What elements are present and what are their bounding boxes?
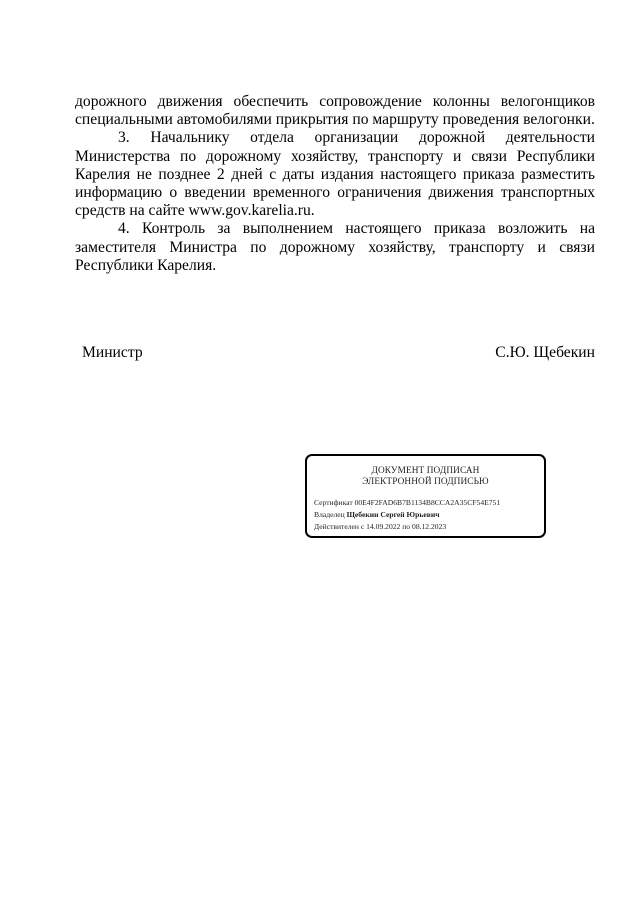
stamp-details <box>314 497 540 534</box>
valid-label: Действителен <box>314 522 359 532</box>
valid-from-date: 14.09.2022 <box>366 522 401 532</box>
stamp-title-line-2: ЭЛЕКТРОННОЙ ПОДПИСЬЮ <box>362 477 489 487</box>
paragraph-continuation: дорожного движения обеспечить сопровождение колонны велогонщиков специальными автомобилями прикрытия по маршруту проведения велогонки. <box>75 93 595 129</box>
owner-value: Щебекин Сергей Юрьевич <box>346 510 440 520</box>
valid-to-date: 08.12.2023 <box>412 522 447 532</box>
stamp-certificate-line <box>314 497 540 509</box>
certificate-value: 00E4F2FAD6B7B1134B8CCA2A35CF54E751 <box>354 498 501 507</box>
order-text <box>75 93 595 275</box>
signatory-position: Министр <box>82 344 143 361</box>
valid-from-word: с <box>360 522 365 532</box>
paragraph-item-3: 3. Начальнику отдела организации дорожной деятельности Министерства по дорожному хозяйству, транспорту и связи Республики Карелия не позднее 2 дней с даты издания настоящего приказа разместить информацию о введении временного ограничения движения транспортных средств на сайте www.gov.karelia.ru. <box>75 129 595 220</box>
valid-to-word: по <box>402 522 411 532</box>
paragraph-item-4: 4. Контроль за выполнением настоящего приказа возложить на заместителя Министра по дорожному хозяйству, транспорту и связи Республики Карелия. <box>75 220 595 274</box>
stamp-title <box>307 466 544 488</box>
electronic-signature-stamp <box>305 454 546 538</box>
owner-label: Владелец <box>314 510 345 520</box>
stamp-owner-line <box>314 509 540 521</box>
certificate-label: Сертификат <box>314 498 353 507</box>
signatory-name: С.Ю. Щебекин <box>495 344 595 361</box>
stamp-title-line-1: ДОКУМЕНТ ПОДПИСАН <box>371 466 480 476</box>
stamp-validity-line <box>314 521 540 533</box>
